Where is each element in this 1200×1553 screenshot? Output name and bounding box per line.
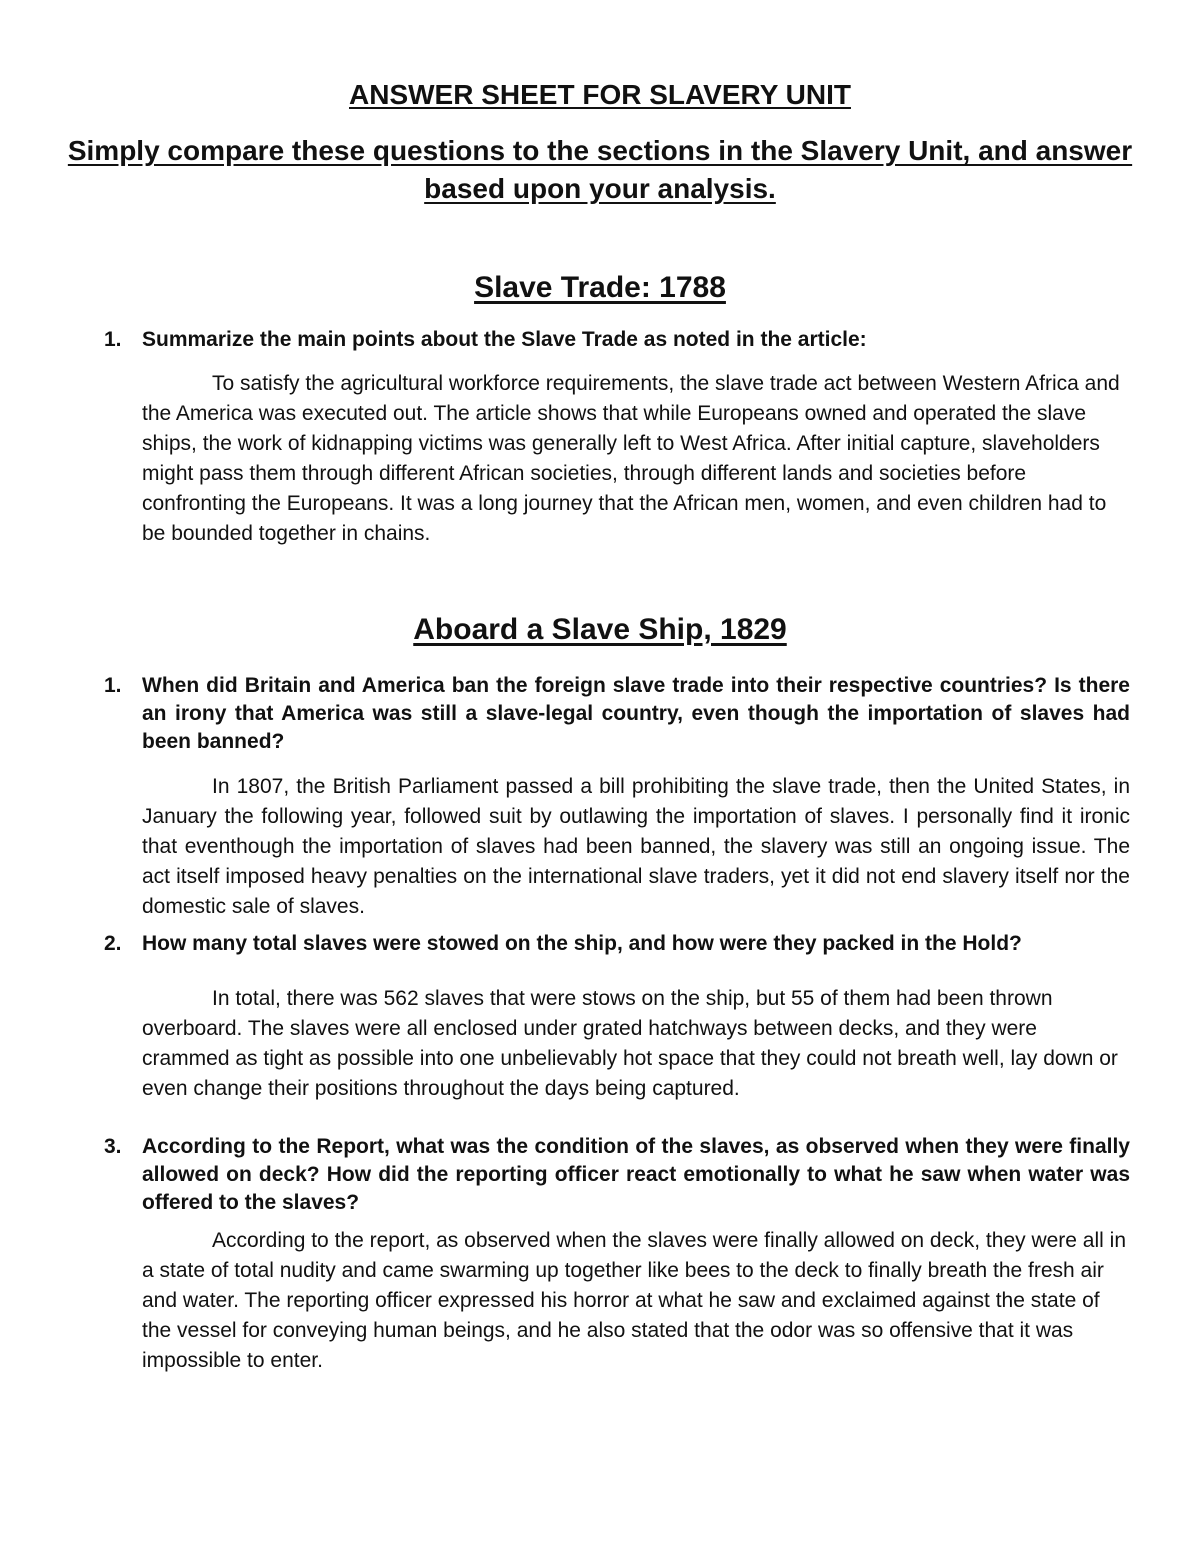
question-number: 1. [104, 674, 122, 697]
question-text: How many total slaves were stowed on the ship, and how were they packed in the Hold? [142, 932, 1022, 955]
question-number: 1. [104, 328, 122, 351]
question-item [104, 326, 1130, 354]
question-item [104, 1133, 1130, 1217]
section-heading-slave-trade: Slave Trade: 1788 [474, 271, 726, 304]
question-number: 2. [104, 932, 122, 955]
question-text: Summarize the main points about the Slave Trade as noted in the article: [142, 328, 867, 351]
question-number: 3. [104, 1135, 122, 1158]
answer-text: To satisfy the agricultural workforce requirements, the slave trade act between Western Africa and the America was executed out. The article shows that while Europeans owned and operated the slave ships, the work of kidnapping victims was generally left to West Africa. After initial capture, slaveholders might pass them through different African societies, through different lands and societies before confronting the Europeans. It was a long journey that the African men, women, and even children had to be bounded together in chains. [142, 372, 1120, 545]
question-item [104, 672, 1130, 756]
instructions-text: Simply compare these questions to the sections in the Slavery Unit, and answer based upon your analysis. [67, 135, 1133, 204]
question-item [104, 930, 1130, 958]
question-text: According to the Report, what was the condition of the slaves, as observed when they were finally allowed on deck? How did the reporting officer react emotionally to what he saw when water was offered to the slaves? [142, 1135, 1130, 1214]
section-heading-slave-ship: Aboard a Slave Ship, 1829 [413, 613, 787, 646]
answer-text: In total, there was 562 slaves that were stows on the ship, but 55 of them had been thrown overboard. The slaves were all enclosed under grated hatchways between decks, and they were crammed as tight as possible into one unbelievably hot space that they could not breath well, lay down or even change their positions throughout the days being captured. [142, 987, 1118, 1100]
document-title: ANSWER SHEET FOR SLAVERY UNIT [349, 79, 851, 110]
answer-text: According to the report, as observed when the slaves were finally allowed on deck, they were all in a state of total nudity and came swarming up together like bees to the deck to finally breath the fresh air and water. The reporting officer expressed his horror at what he saw and exclaimed against the state of the vessel for conveying human beings, and he also stated that the odor was so offensive that it was impossible to enter. [142, 1229, 1126, 1372]
answer-text: In 1807, the British Parliament passed a bill prohibiting the slave trade, then the United States, in January the following year, followed suit by outlawing the importation of slaves. I personally find it ironic that eventhough the importation of slaves had been banned, the slavery was still an ongoing issue. The act itself imposed heavy penalties on the international slave traders, yet it did not end slavery itself nor the domestic sale of slaves. [142, 775, 1130, 918]
question-text: When did Britain and America ban the foreign slave trade into their respective countries? Is there an irony that America was still a slave-legal country, even though the importation of slaves had been banned? [142, 674, 1130, 753]
